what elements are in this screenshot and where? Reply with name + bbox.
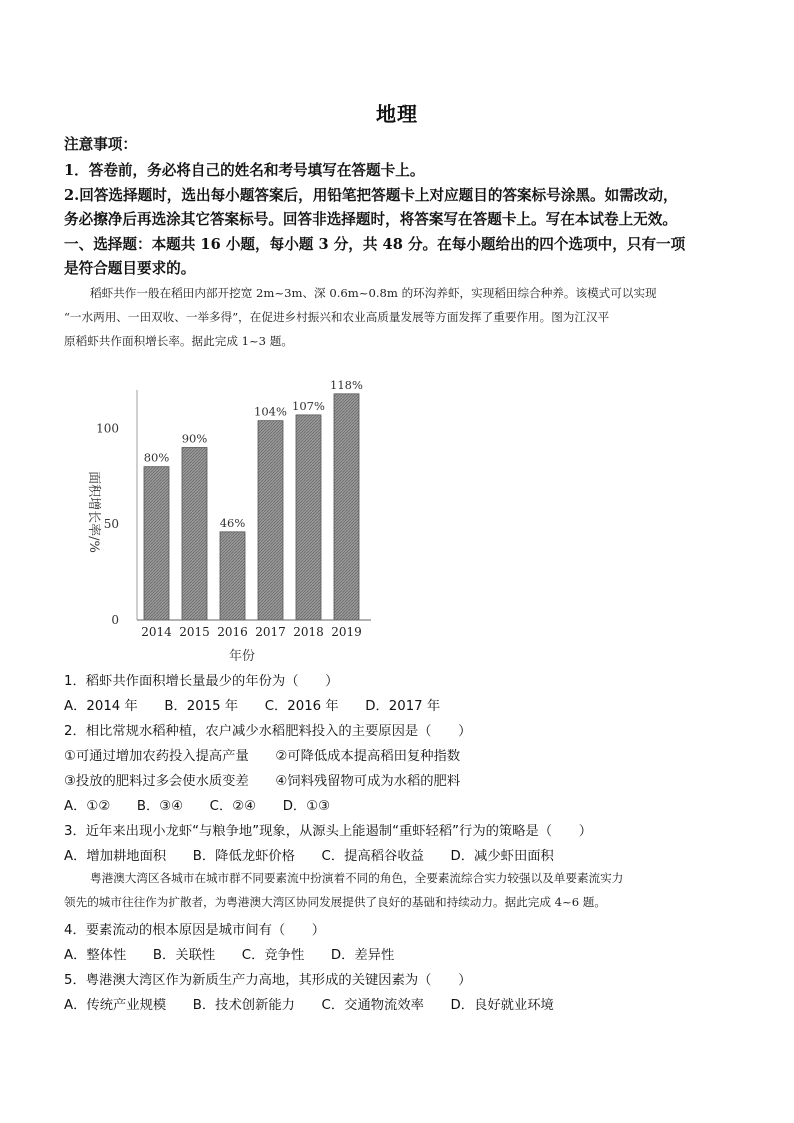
bar-2018 (296, 415, 321, 620)
area-growth-bar-chart (60, 362, 380, 672)
y-tick-label: 0 (111, 613, 119, 627)
bar-2017 (258, 421, 283, 620)
notice-item-2-line-1: 2.回答选择题时，选出每小题答案后，用铅笔把答题卡上对应题目的答案标号涂黑。如需改动， (64, 187, 678, 204)
section-heading-line-2: 是符合题目要求的。 (64, 260, 196, 277)
data-label-2017: 104% (254, 404, 287, 419)
question-1-stem: 1．稻虾共作面积增长量最少的年份为（ ） (64, 674, 339, 689)
x-tick-label-2018: 2018 (293, 625, 324, 639)
x-tick-label-2019: 2019 (331, 625, 362, 639)
question-5-stem: 5．粤港澳大湾区作为新质生产力高地，其形成的关键因素为（ ） (64, 973, 472, 988)
section-heading-line-1: 一、选择题：本题共 16 小题，每小题 3 分，共 48 分。在每小题给出的四个选项中，只有一项 (64, 236, 686, 253)
data-label-2014: 80% (143, 450, 170, 465)
passage-1-line-3: 原稻虾共作面积增长率。据此完成 1~3 题。 (64, 334, 293, 348)
question-4-options: A．整体性 B．关联性 C．竞争性 D．差异性 (64, 948, 395, 963)
y-tick-label: 50 (103, 517, 119, 532)
passage-2-line-2: 领先的城市往往作为扩散者，为粤港澳大湾区协同发展提供了良好的基础和持续动力。据此完成 4~6 题。 (64, 895, 606, 909)
question-3-stem: 3．近年来出现小龙虾“与粮争地”现象，从源头上能遏制“重虾轻稻”行为的策略是（ ） (64, 824, 592, 839)
question-4-stem: 4．要素流动的根本原因是城市间有（ ） (64, 923, 326, 938)
question-2-options: A．①② B．③④ C．②④ D．①③ (64, 799, 331, 814)
data-label-2018: 107% (292, 398, 325, 413)
bar-2015 (182, 448, 207, 621)
passage-1-line-2: “一水两用、一田双收、一举多得”，在促进乡村振兴和农业高质量发展等方面发挥了重要作用。图为江汉平 (64, 310, 610, 324)
data-label-2016: 46% (219, 515, 246, 530)
x-tick-label-2014: 2014 (141, 625, 172, 639)
bar-2016 (220, 532, 245, 620)
x-tick-label-2015: 2015 (179, 625, 210, 639)
data-label-2015: 90% (181, 431, 208, 446)
notice-heading: 注意事项： (64, 136, 137, 153)
bar-2019 (334, 394, 359, 620)
passage-2-line-1: 粤港澳大湾区各城市在城市群不同要素流中扮演着不同的角色，全要素流综合实力较强以及单要素流实力 (90, 871, 624, 885)
y-axis-label: 面积增长率/% (86, 471, 101, 553)
question-2-choices-line-2: ③投放的肥料过多会使水质变差 ④饲料残留物可成为水稻的肥料 (64, 774, 461, 789)
notice-item-1: 1．答卷前，务必将自己的姓名和考号填写在答题卡上。 (64, 162, 425, 179)
x-axis-label: 年份 (228, 649, 256, 664)
x-tick-label-2017: 2017 (255, 625, 286, 639)
question-5-options: A．传统产业规模 B．技术创新能力 C．交通物流效率 D．良好就业环境 (64, 998, 554, 1013)
y-tick-label: 100 (96, 421, 119, 436)
question-2-choices-line-1: ①可通过增加农药投入提高产量 ②可降低成本提高稻田复种指数 (64, 749, 461, 764)
page-title: 地理 (376, 102, 418, 126)
notice-item-2-line-2: 务必擦净后再选涂其它答案标号。回答非选择题时，将答案写在答题卡上。写在本试卷上无效。 (64, 211, 677, 228)
question-1-options: A．2014 年 B．2015 年 C．2016 年 D．2017 年 (64, 699, 441, 714)
data-label-2019: 118% (330, 377, 363, 392)
question-2-stem: 2．相比常规水稻种植，农户减少水稻肥料投入的主要原因是（ ） (64, 724, 472, 739)
passage-1-line-1: 稻虾共作一般在稻田内部开挖宽 2m~3m、深 0.6m~0.8m 的环沟养虾，实现稻田综合种养。该模式可以实现 (90, 286, 657, 300)
x-tick-label-2016: 2016 (217, 625, 248, 639)
question-3-options: A．增加耕地面积 B．降低龙虾价格 C．提高稻谷收益 D．减少虾田面积 (64, 849, 554, 864)
bar-2014 (144, 467, 169, 620)
